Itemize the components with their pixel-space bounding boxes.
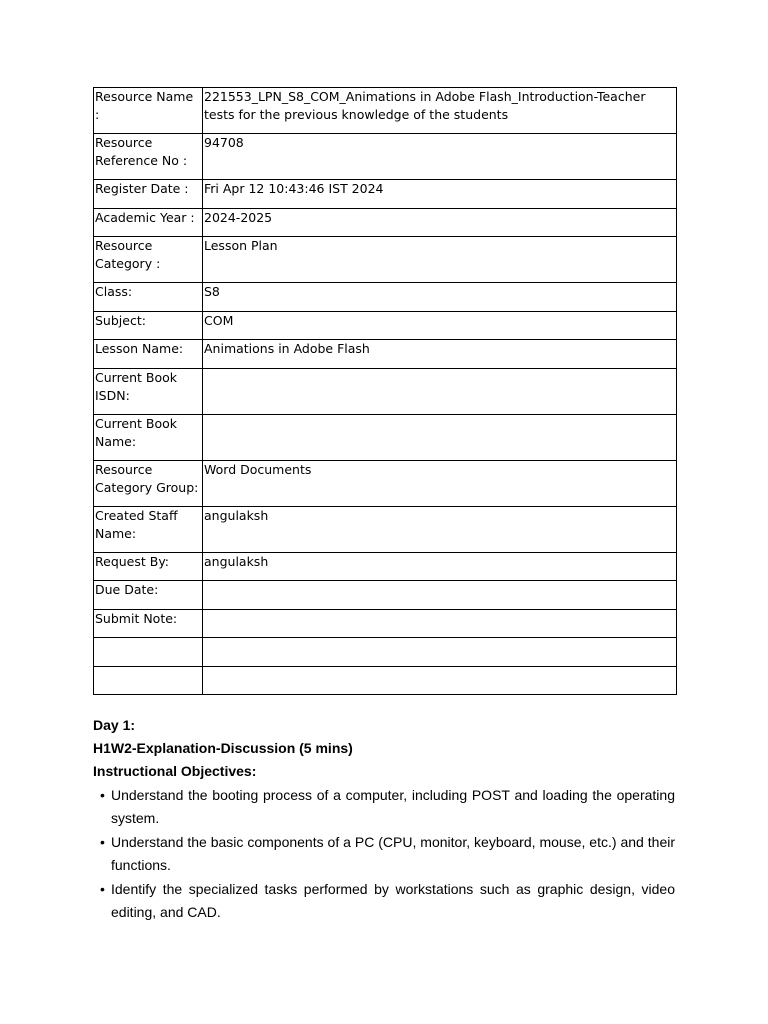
- current-book-name-value: [203, 414, 677, 460]
- due-date-label: Due Date:: [94, 581, 203, 610]
- current-book-isdn-value: [203, 368, 677, 414]
- subject-value: COM: [203, 311, 677, 340]
- empty-label-cell: [94, 638, 203, 667]
- bullet-icon: •: [100, 881, 105, 897]
- table-row: [94, 88, 677, 134]
- objectives-heading: Instructional Objectives:: [93, 763, 257, 779]
- table-row: [94, 638, 677, 667]
- created-staff-name-value: angulaksh: [203, 506, 677, 552]
- list-item: [93, 831, 675, 877]
- academic-year-label: Academic Year :: [94, 208, 203, 237]
- request-by-label: Request By:: [94, 552, 203, 581]
- empty-label-cell: [94, 666, 203, 695]
- table-row: [94, 283, 677, 312]
- table-row: [94, 311, 677, 340]
- objective-text: Understand the basic components of a PC (CPU, monitor, keyboard, mouse, etc.) and their functions.: [111, 834, 675, 873]
- request-by-value: angulaksh: [203, 552, 677, 581]
- register-date-label: Register Date :: [94, 180, 203, 209]
- academic-year-value: 2024-2025: [203, 208, 677, 237]
- table-row: [94, 460, 677, 506]
- list-item: [93, 784, 675, 830]
- section-heading: H1W2-Explanation-Discussion (5 mins): [93, 740, 353, 756]
- class-value: S8: [203, 283, 677, 312]
- resource-category-value: Lesson Plan: [203, 237, 677, 283]
- lesson-name-label: Lesson Name:: [94, 340, 203, 369]
- empty-value-cell: [203, 666, 677, 695]
- resource-name-value: 221553_LPN_S8_COM_Animations in Adobe Flash_Introduction-Teacher tests for the previous knowledge of the students: [203, 88, 677, 134]
- due-date-value: [203, 581, 677, 610]
- current-book-isdn-label: Current Book ISDN:: [94, 368, 203, 414]
- table-row: [94, 414, 677, 460]
- list-item: [93, 878, 675, 924]
- resource-reference-value: 94708: [203, 134, 677, 180]
- table-row: [94, 552, 677, 581]
- register-date-value: Fri Apr 12 10:43:46 IST 2024: [203, 180, 677, 209]
- table-row: [94, 609, 677, 638]
- objective-text: Understand the booting process of a computer, including POST and loading the operating system.: [111, 787, 675, 826]
- table-row: [94, 506, 677, 552]
- resource-name-label: Resource Name :: [94, 88, 203, 134]
- objective-text: Identify the specialized tasks performed by workstations such as graphic design, video editing, and CAD.: [111, 881, 675, 920]
- resource-category-group-value: Word Documents: [203, 460, 677, 506]
- objectives-list: [93, 784, 675, 924]
- submit-note-value: [203, 609, 677, 638]
- class-label: Class:: [94, 283, 203, 312]
- submit-note-label: Submit Note:: [94, 609, 203, 638]
- empty-value-cell: [203, 638, 677, 667]
- table-row: [94, 237, 677, 283]
- table-row: [94, 581, 677, 610]
- resource-category-group-label: Resource Category Group:: [94, 460, 203, 506]
- bullet-icon: •: [100, 834, 105, 850]
- lesson-plan-section: [93, 714, 675, 924]
- table-row: [94, 208, 677, 237]
- created-staff-name-label: Created Staff Name:: [94, 506, 203, 552]
- lesson-name-value: Animations in Adobe Flash: [203, 340, 677, 369]
- current-book-name-label: Current Book Name:: [94, 414, 203, 460]
- subject-label: Subject:: [94, 311, 203, 340]
- bullet-icon: •: [100, 787, 105, 803]
- table-row: [94, 134, 677, 180]
- table-row: [94, 666, 677, 695]
- table-row: [94, 368, 677, 414]
- resource-category-label: Resource Category :: [94, 237, 203, 283]
- table-row: [94, 180, 677, 209]
- table-row: [94, 340, 677, 369]
- day-heading: Day 1:: [93, 717, 136, 733]
- resource-reference-label: Resource Reference No :: [94, 134, 203, 180]
- resource-metadata-table: [93, 87, 677, 695]
